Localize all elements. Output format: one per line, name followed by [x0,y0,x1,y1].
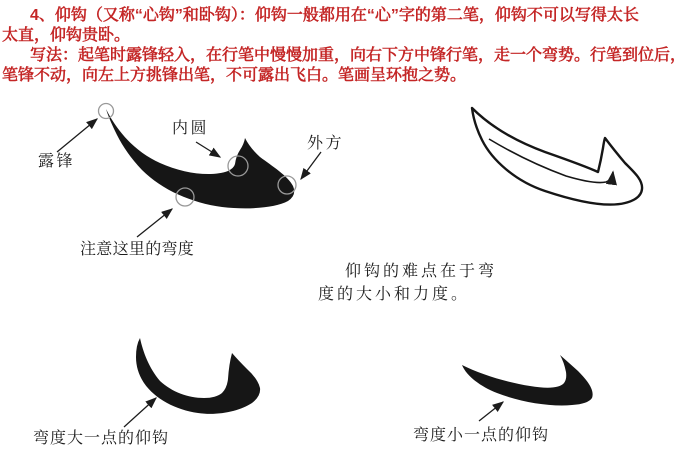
curve-note-arrow-icon [137,209,172,237]
label-outer-square: 外方 [307,135,345,152]
label-start-tip: 露锋 [38,153,76,170]
middle-note-line-2: 度的大小和力度。 [318,286,471,303]
bigger-curve-hook-stroke [136,338,260,414]
label-curve-note: 注意这里的弯度 [80,241,195,258]
middle-note-line-1: 仰钩的难点在于弯 [345,263,498,280]
caption-bigger-curve: 弯度大一点的仰钩 [33,430,170,447]
smaller-curve-hook-stroke [462,355,593,405]
start-tip-circle [99,104,114,119]
intro-line-1: 4、仰钩（又称“心钩”和卧钩）：仰钩一般都用在“心”字的第二笔，仰钩不可以写得太长 [30,7,639,24]
outer-square-arrow-icon [301,152,321,179]
bigger-curve-arrow-icon [124,398,156,427]
outline-hook-stroke [472,108,642,205]
inner-round-arrow-icon [196,142,220,157]
intro-line-2: 太直，仰钩贵卧。 [2,27,131,44]
smaller-curve-arrow-icon [479,402,503,421]
caption-smaller-curve: 弯度小一点的仰钩 [413,427,550,444]
intro-line-4: 笔锋不动，向左上方挑锋出笔，不可露出飞白。笔画呈环抱之势。 [2,67,467,84]
label-inner-round: 内圆 [172,120,210,137]
intro-line-3: 写法：起笔时露锋轻入，在行笔中慢慢加重，向右下方中锋行笔，走一个弯势。行笔到位后， [30,47,687,64]
start-tip-arrow-icon [57,119,97,152]
